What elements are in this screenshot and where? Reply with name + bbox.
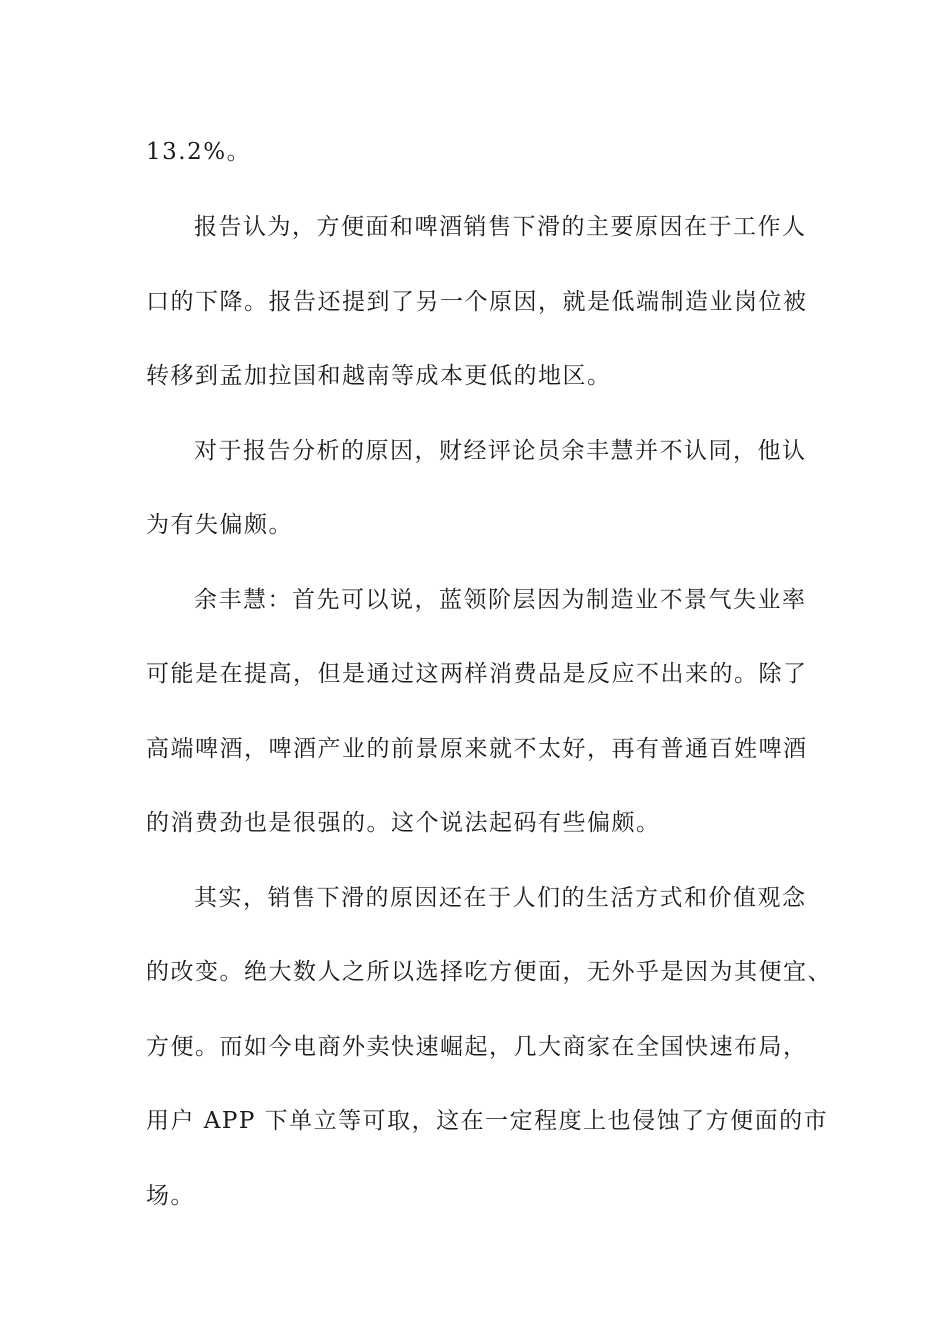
text-line: 口的下降。报告还提到了另一个原因，就是低端制造业岗位被 <box>146 289 808 315</box>
text-line: 场。 <box>146 1183 195 1209</box>
text-line: 转移到孟加拉国和越南等成本更低的地区。 <box>146 363 612 389</box>
paragraph-start-line: 其实，销售下滑的原因还在于人们的生活方式和价值观念 <box>194 885 807 911</box>
text-line: 的改变。绝大数人之所以选择吃方便面，无外乎是因为其便宜、 <box>146 959 832 985</box>
text-line: 用户 APP 下单立等可取，这在一定程度上也侵蚀了方便面的市 <box>146 1108 829 1134</box>
text-line: 方便。而如今电商外卖快速崛起，几大商家在全国快速布局， <box>146 1034 808 1060</box>
text-line: 13.2%。 <box>146 139 252 165</box>
text-line: 可能是在提高，但是通过这两样消费品是反应不出来的。除了 <box>146 661 808 687</box>
paragraph-start-line: 报告认为，方便面和啤酒销售下滑的主要原因在于工作人 <box>194 214 807 240</box>
paragraph-start-line: 对于报告分析的原因，财经评论员余丰慧并不认同，他认 <box>194 438 807 464</box>
paragraph-start-line: 余丰慧：首先可以说，蓝领阶层因为制造业不景气失业率 <box>194 587 807 613</box>
text-line: 高端啤酒，啤酒产业的前景原来就不太好，再有普通百姓啤酒 <box>146 736 808 762</box>
text-line: 为有失偏颇。 <box>146 512 293 538</box>
text-line: 的消费劲也是很强的。这个说法起码有些偏颇。 <box>146 810 661 836</box>
